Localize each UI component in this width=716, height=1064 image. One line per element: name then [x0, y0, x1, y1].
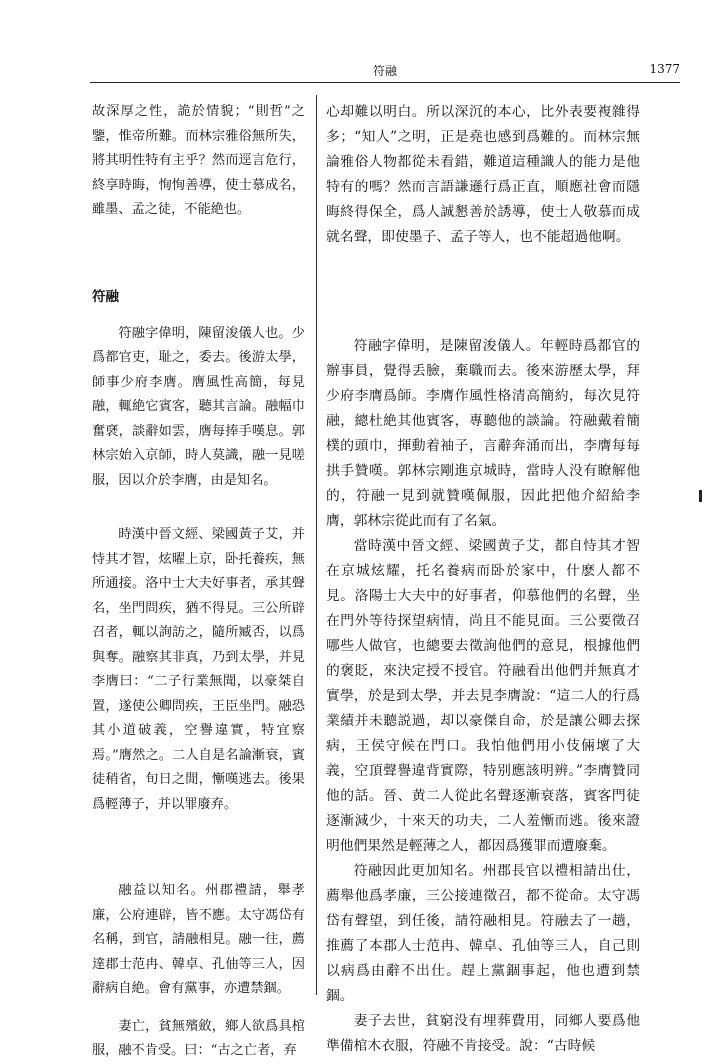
- translation-paragraph-3: 符融因此更加知名。州郡長官以禮相請出仕，薦舉他爲孝廉，三公接連徵召，都不從命。太守馮岱有聲望，到任後，請符融相見。符融去了一趟，推薦了本郡人士范冉、韓卓、孔伷等三人，自己則以病爲由辭不出仕。趕上黨錮事起，他也遭到禁錮。: [326, 863, 640, 1004]
- page-number: 1377: [649, 62, 680, 76]
- column-divider: [316, 95, 317, 995]
- translation-paragraph-4: 妻子去世，貧窮没有埋葬費用，同鄉人要爲他準備棺木衣服，符融不肯接受。說：“古時候: [326, 1013, 640, 1054]
- section-heading: 符融: [92, 288, 119, 305]
- classical-intro: 故深厚之性，詭於情貌；“則哲”之鑒，惟帝所難。而林宗雅俗無所失，將其明性特有主乎？然而逕言危行，終享時晦，恂恂善導，使士慕成名，雖墨、孟之徒，不能絶也。: [92, 104, 305, 217]
- running-title: 符融: [372, 64, 397, 78]
- classical-paragraph-4: 妻亡，貧無殯斂，鄉人欲爲具棺服，融不肯受。曰：“古之亡者，弃: [92, 1018, 305, 1058]
- margin-mark: [699, 490, 702, 502]
- page-header: [90, 60, 680, 83]
- classical-paragraph-3: 融益以知名。州郡禮請，舉孝廉，公府連辟，皆不應。太守馮岱有名稱，到官，請融相見。融一往，薦達郡士范冉、韓卓、孔伷等三人，因辭病自絶。會有黨事，亦遭禁錮。: [92, 883, 305, 996]
- classical-paragraph-1: 符融字偉明，陳留浚儀人也。少爲都官吏，耻之，委去。後游太學，師事少府李膺。膺風性高簡，每見融，輒絶它賓客，聽其言論。融幅巾奮褎，談辭如雲，膺每捧手嘆息。郭林宗始入京師，時人莫識，融一見嗟服，因以介於李膺，由是知名。: [92, 325, 305, 488]
- translation-intro: 心却難以明白。所以深沉的本心，比外表要複雜得多；“知人”之明，正是堯也感到爲難的。而林宗無論雅俗人物都從未看錯，難道這種識人的能力是他特有的嗎？然而言語謙遜行爲正直，順應社會而隱晦終得保全，爲人誠懇善於誘導，使士人敬慕而成就名聲，即使墨子、孟子等人，也不能超過他啊。: [326, 104, 640, 245]
- classical-paragraph-2: 時漢中晉文經、梁國黃子艾，并恃其才智，炫曜上京，卧托養疾，無所通接。洛中士大夫好事者，承其聲名，坐門問疾，猶不得見。三公所辟召者，輒以詢訪之，隨所臧否，以爲與奪。融察其非真，乃到太學，并見李膺曰：“二子行業無聞，以豪桀自置，遂使公卿問疾，王臣坐門。融恐其小道破義，空譽違實，特宜察焉。”膺然之。二人自是名論漸衰，賓徒稍省，旬日之閒，慚嘆逃去。後果爲輕薄子，并以罪廢弃。: [92, 527, 305, 812]
- translation-paragraph-2: 當時漢中晉文經、梁國黄子艾，都自恃其才智在京城炫耀，托名養病而卧於家中，什麽人都不見。洛陽士大夫中的好事者，仰慕他們的名聲，坐在門外等待探望病情，尚且不能見面。三公要徵召哪些人做官，也總要去徵詢他們的意見，根據他們的褒貶，來決定授不授官。符融看出他們并無真才實學，於是到太學，并去見李膺說：“這二人的行爲業績并未聽説過，却以豪傑自命，於是讓公卿去探病，王侯守候在門口。我怕他們用小伎倆壞了大義，空頂聲譽違背實際，特别應該明辨。”李膺贊同他的話。晉、黄二人從此名聲逐漸衰落，賓客門徒逐漸減少，十來天的功夫，二人羞慚而逃。後來證明他們果然是輕薄之人，都因爲獲罪而遭廢棄。: [326, 538, 640, 854]
- translation-paragraph-1: 符融字偉明，是陳留浚儀人。年輕時爲都官的辦事員，覺得丢臉，棄職而去。後來游歷太學，拜少府李膺爲師。李膺作風性格清高簡約，每次見符融，總杜絶其他賓客，專聽他的談論。符融戴着簡樸的頭巾，揮動着袖子，言辭奔涌而出，李膺每每拱手贊嘆。郭林宗剛進京城時，當時人没有瞭解他的，符融一見到就贊嘆佩服，因此把他介紹給李膺，郭林宗從此而有了名氣。: [326, 338, 640, 529]
- translation-column: [326, 100, 640, 1059]
- classical-column: [92, 100, 305, 1064]
